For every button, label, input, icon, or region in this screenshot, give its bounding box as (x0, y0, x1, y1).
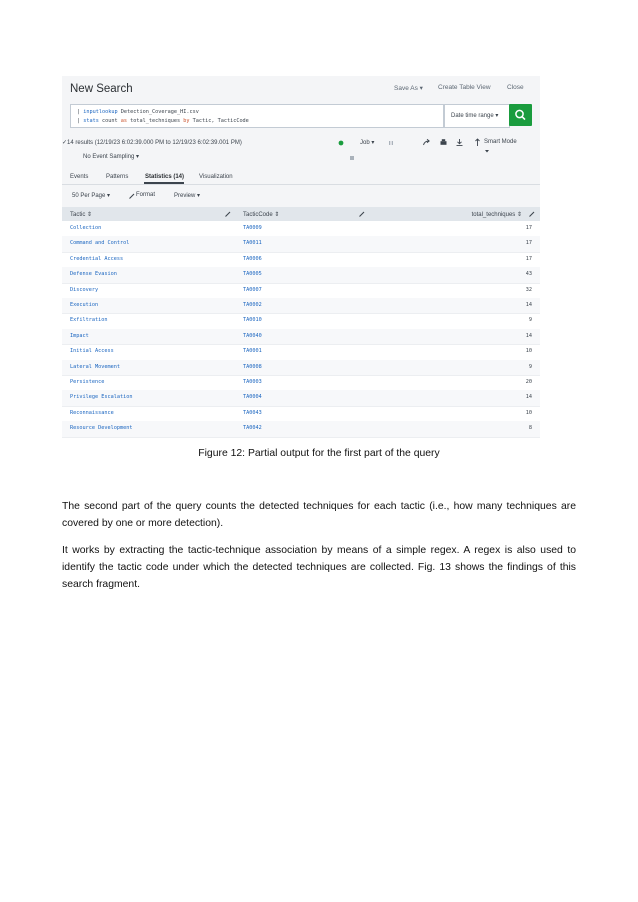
smart-mode-menu[interactable]: Smart Mode (484, 139, 517, 145)
query-text: Tactic, TacticCode (189, 118, 249, 124)
date-range-picker[interactable] (444, 104, 510, 128)
query-text: count (98, 118, 121, 124)
pencil-icon[interactable] (224, 210, 232, 218)
results-summary: ✓14 results (12/19/23 6:02:39.000 PM to 12/19/23 6:02:39.001 PM) (62, 140, 242, 146)
query-line-2: | stats count as total_techniques by Tactic, TacticCode (77, 118, 249, 124)
query-keyword: as (120, 118, 127, 124)
table-row (62, 406, 540, 422)
table-row (62, 283, 540, 299)
page-title: New Search (70, 83, 133, 95)
paragraph: The second part of the query counts the detected techniques for each tactic (i.e., how many techniques are covered by one or more detection). (62, 501, 576, 529)
paragraph: It works by extracting the tactic-technique association by means of a simple regex. A regex is also used to identify the tactic code under which the detected techniques are collected. Fig. 13 shows the findings of this search fragment. (62, 545, 576, 590)
export-icon[interactable] (455, 138, 464, 147)
column-header-tactic[interactable]: Tactic ⇕ (70, 212, 93, 218)
chevron-down-icon[interactable] (484, 149, 490, 154)
pause-icon[interactable] (387, 139, 395, 147)
column-header-tacticcode[interactable]: TacticCode ⇕ (243, 212, 280, 218)
cell-tactic[interactable]: Persistence (70, 379, 105, 385)
cell-tactic[interactable]: Collection (70, 225, 102, 231)
cell-tactic-code[interactable]: TA0011 (243, 240, 262, 247)
per-page-menu[interactable]: 50 Per Page ▾ (72, 193, 111, 199)
cell-total-techniques[interactable]: 43 (525, 271, 532, 278)
table-row (62, 313, 540, 329)
cell-tactic[interactable]: Exfiltration (70, 317, 108, 324)
job-menu[interactable]: Job ▾ (360, 140, 375, 146)
table-row (62, 221, 540, 237)
cell-tactic-code[interactable]: TA0008 (243, 363, 262, 370)
cell-tactic-code[interactable]: TA0006 (243, 255, 262, 262)
column-header-total-techniques[interactable]: total_techniques ⇕ (471, 212, 522, 218)
table-row (62, 360, 540, 376)
table-row (62, 375, 540, 391)
print-icon[interactable] (439, 138, 448, 147)
query-keyword: by (183, 118, 190, 124)
format-menu[interactable]: Format (136, 192, 156, 198)
cell-tactic[interactable]: Initial Access (70, 348, 114, 355)
stop-icon[interactable] (348, 154, 356, 162)
job-status-icon (337, 139, 345, 147)
cell-tactic-code[interactable]: TA0007 (243, 286, 262, 293)
cell-total-techniques[interactable]: 14 (525, 302, 532, 308)
table-row (62, 267, 540, 283)
table-row (62, 390, 540, 406)
table-row (62, 421, 540, 437)
close-link[interactable]: Close (507, 84, 524, 91)
cell-tactic-code[interactable]: TA0003 (243, 379, 262, 385)
cell-total-techniques[interactable]: 9 (528, 363, 532, 370)
cell-total-techniques[interactable]: 32 (525, 286, 532, 293)
table-row (62, 252, 540, 268)
search-query-input[interactable] (70, 104, 444, 128)
cell-tactic-code[interactable]: TA0043 (243, 409, 262, 416)
save-as-menu[interactable]: Save As ▾ (394, 85, 423, 92)
splunk-screenshot (62, 76, 540, 440)
pencil-icon[interactable] (528, 210, 536, 218)
cell-tactic-code[interactable]: TA0042 (243, 425, 262, 432)
table-row (62, 236, 540, 252)
cell-tactic[interactable]: Defense Evasion (70, 271, 117, 278)
cell-tactic-code[interactable]: TA0009 (243, 225, 262, 231)
cell-tactic[interactable]: Impact (70, 332, 89, 339)
active-tab-indicator (144, 182, 184, 184)
search-icon (509, 104, 532, 126)
search-button[interactable] (509, 104, 532, 126)
cell-tactic[interactable]: Credential Access (70, 255, 124, 262)
pencil-icon[interactable] (358, 210, 366, 218)
date-range-label: Date time range ▾ (451, 113, 499, 119)
results-table (62, 207, 540, 440)
query-text: Detection_Coverage_HI.csv (117, 109, 199, 115)
share-icon[interactable] (422, 138, 431, 147)
event-sampling-menu[interactable]: No Event Sampling ▾ (83, 154, 140, 160)
preview-menu[interactable]: Preview ▾ (174, 193, 201, 199)
table-row (62, 344, 540, 360)
smart-mode-icon[interactable] (473, 138, 482, 147)
table-row (62, 298, 540, 314)
cell-total-techniques[interactable]: 17 (525, 240, 532, 247)
cell-tactic-code[interactable]: TA0010 (243, 317, 262, 324)
cell-total-techniques[interactable]: 8 (528, 425, 532, 432)
query-line-1: | inputlookup Detection_Coverage_HI.csv (77, 109, 199, 115)
cell-tactic[interactable]: Discovery (70, 286, 99, 293)
cell-total-techniques[interactable]: 14 (525, 394, 532, 401)
query-command: inputlookup (83, 109, 118, 115)
search-header (62, 76, 540, 104)
query-command: stats (83, 118, 99, 124)
cell-tactic[interactable]: Command and Control (70, 240, 130, 247)
cell-tactic-code[interactable]: TA0001 (243, 348, 262, 355)
cell-total-techniques[interactable]: 10 (525, 409, 532, 416)
cell-total-techniques[interactable]: 10 (525, 348, 532, 355)
tab-patterns[interactable]: Patterns (106, 174, 129, 180)
cell-tactic-code[interactable]: TA0002 (243, 302, 262, 308)
cell-total-techniques[interactable]: 17 (525, 225, 532, 231)
cell-total-techniques[interactable]: 17 (525, 255, 532, 262)
cell-total-techniques[interactable]: 14 (525, 332, 532, 339)
cell-tactic[interactable]: Privilege Escalation (70, 394, 133, 401)
tab-statistics[interactable]: Statistics (14) (145, 174, 185, 180)
cell-total-techniques[interactable]: 9 (528, 317, 532, 324)
cell-tactic[interactable]: Reconnaissance (70, 409, 114, 416)
cell-tactic[interactable]: Resource Development (70, 425, 133, 432)
pencil-icon (128, 192, 136, 200)
cell-total-techniques[interactable]: 20 (525, 379, 532, 385)
cell-tactic[interactable]: Lateral Movement (70, 363, 120, 370)
tab-visualization[interactable]: Visualization (199, 174, 233, 180)
create-table-view-link[interactable]: Create Table View (438, 84, 491, 91)
tab-divider (62, 184, 540, 185)
cell-tactic-code[interactable]: TA0005 (243, 271, 262, 278)
tab-events[interactable]: Events (70, 174, 89, 180)
table-row (62, 329, 540, 345)
query-text: total_techniques (127, 118, 184, 124)
cell-tactic-code[interactable]: TA0040 (243, 332, 262, 339)
table-header (62, 207, 540, 221)
cell-tactic[interactable]: Execution (70, 302, 99, 308)
cell-tactic-code[interactable]: TA0004 (243, 394, 262, 401)
figure-caption: Figure 12: Partial output for the first part of the query (198, 448, 440, 459)
